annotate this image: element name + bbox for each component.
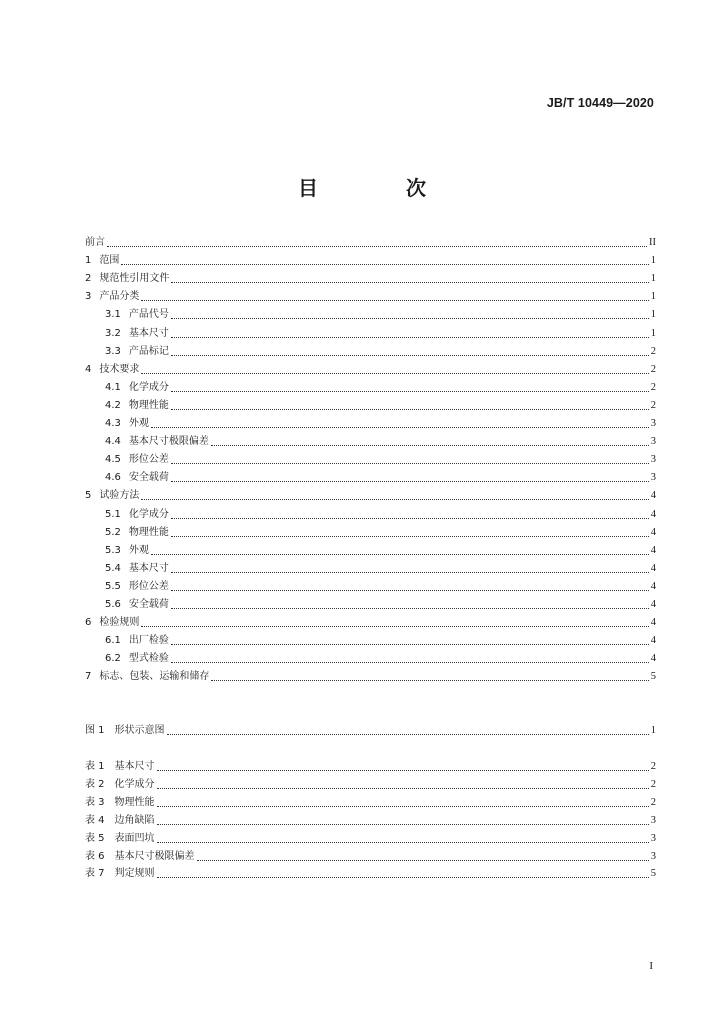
toc-entry-label: 基本尺寸 <box>128 562 169 574</box>
toc-entry-number: 5.4 <box>105 562 121 574</box>
toc-entry-page: 4 <box>650 562 656 574</box>
dot-leader <box>151 553 649 555</box>
toc-entry-page: 3 <box>650 472 656 484</box>
toc-entry-label: 表面凹坑 <box>114 832 155 844</box>
toc-entry[interactable] <box>105 575 656 593</box>
toc-entry-page: 1 <box>650 327 656 339</box>
dot-leader <box>211 444 649 446</box>
toc-entry-page: 4 <box>650 508 656 520</box>
toc-entry[interactable] <box>105 430 656 448</box>
dot-leader <box>171 408 649 410</box>
dot-leader <box>171 607 649 609</box>
dot-leader <box>157 787 649 789</box>
toc-entry-page: 1 <box>650 725 656 736</box>
dot-leader <box>107 245 647 247</box>
toc-entry[interactable] <box>85 358 656 376</box>
dot-leader <box>171 317 649 319</box>
toc-entry-number: 1 <box>85 255 92 267</box>
toc-entry-label: 标志、包装、运输和储存 <box>99 671 210 683</box>
toc-entry-number: 7 <box>85 671 92 683</box>
toc-entry[interactable] <box>85 665 656 683</box>
toc-entry-label: 基本尺寸极限偏差 <box>114 850 195 862</box>
toc-entry-label: 判定规则 <box>114 868 155 880</box>
toc-entry-label: 产品标记 <box>128 345 169 357</box>
dot-leader <box>121 263 648 265</box>
toc-entry-number: 5.5 <box>105 580 121 592</box>
toc-entry[interactable] <box>105 303 656 321</box>
dot-leader <box>171 643 649 645</box>
toc-entry-number: 4.1 <box>105 381 121 393</box>
toc-entry-number: 5.1 <box>105 508 121 520</box>
toc-table-entry[interactable] <box>85 773 656 791</box>
toc-entry-number: 5.6 <box>105 599 121 610</box>
toc-entry-label: 化学成分 <box>114 778 155 790</box>
dot-leader <box>141 372 648 374</box>
toc-entry[interactable] <box>105 503 656 521</box>
toc-entry-number: 4.6 <box>105 472 121 484</box>
toc-entry-label: 物理性能 <box>128 526 169 538</box>
toc-table-entry[interactable] <box>85 791 656 809</box>
toc-entry-number: 4.5 <box>105 454 121 466</box>
toc-entry-number: 表 2 <box>85 778 105 790</box>
page-folio: I <box>649 960 653 972</box>
dot-leader <box>151 426 649 428</box>
toc-entry-page: 3 <box>650 436 656 448</box>
dot-leader <box>157 876 649 878</box>
toc-entry[interactable] <box>105 376 656 394</box>
toc-entry[interactable] <box>105 557 656 575</box>
toc-entry-label: 规范性引用文件 <box>99 273 170 285</box>
dot-leader <box>141 498 648 500</box>
toc-entry-label: 型式检验 <box>128 653 169 665</box>
toc-entry-label: 产品代号 <box>128 309 169 321</box>
toc-entry-page: 2 <box>650 399 656 411</box>
standard-code: JB/T 10449—2020 <box>546 96 654 110</box>
toc-entry[interactable] <box>85 267 656 285</box>
toc-entry-page: 5 <box>650 868 656 880</box>
toc-entry-label: 外观 <box>128 544 149 556</box>
dot-leader <box>171 480 649 482</box>
toc-entry-page: 2 <box>650 363 656 375</box>
dot-leader <box>171 661 649 663</box>
toc-table-entry[interactable] <box>85 845 656 863</box>
dot-leader <box>171 589 649 591</box>
toc-entry-label: 形位公差 <box>128 454 169 466</box>
toc-entry-number: 表 3 <box>85 796 105 808</box>
toc-entry-page: 2 <box>650 345 656 357</box>
toc-entry-number: 6 <box>85 617 92 629</box>
toc-entry-page: 2 <box>650 796 656 808</box>
toc-entry-label: 基本尺寸极限偏差 <box>128 436 209 448</box>
toc-entry-page: 3 <box>650 454 656 466</box>
toc-entry-page: 4 <box>650 635 656 647</box>
dot-leader <box>171 336 649 338</box>
toc-entry[interactable] <box>105 539 656 557</box>
toc-entry-page: 4 <box>650 617 656 629</box>
toc-entry-label: 出厂检验 <box>128 635 169 647</box>
toc-entry[interactable] <box>105 322 656 340</box>
toc-entry-label: 边角缺陷 <box>114 814 155 826</box>
toc-table-entry[interactable] <box>85 862 656 880</box>
toc-entry-number: 4 <box>85 363 92 375</box>
toc-table-entry[interactable] <box>85 809 656 827</box>
toc-entry-page: 3 <box>650 814 656 826</box>
toc-entry-label: 形状示意图 <box>114 725 165 736</box>
toc-entry-label: 形位公差 <box>128 580 169 592</box>
toc-entry-number: 表 1 <box>85 761 105 772</box>
toc-entry[interactable] <box>85 484 656 502</box>
toc-entry-number: 6.1 <box>105 635 121 647</box>
toc-entry-number: 4.4 <box>105 436 121 448</box>
toc-entry[interactable] <box>105 394 656 412</box>
toc-entry-page: 1 <box>650 291 656 303</box>
toc-entry[interactable] <box>105 647 656 665</box>
dot-leader <box>141 625 648 627</box>
toc-entry[interactable] <box>105 593 656 611</box>
dot-leader <box>141 299 648 301</box>
dot-leader <box>157 823 649 825</box>
dot-leader <box>157 841 649 843</box>
toc-table-entry[interactable] <box>85 827 656 845</box>
toc-table-entry[interactable] <box>85 755 656 773</box>
toc-entry[interactable] <box>85 249 656 267</box>
dot-leader <box>171 517 649 519</box>
toc-entry-number: 3.1 <box>105 309 121 321</box>
toc-entry-number: 5.3 <box>105 544 121 556</box>
dot-leader <box>157 805 649 807</box>
toc-entry-page: 4 <box>650 526 656 538</box>
dot-leader <box>171 354 649 356</box>
toc-entry-number: 表 7 <box>85 868 105 880</box>
toc-entry-page: 2 <box>650 761 656 772</box>
toc-entry-page: 3 <box>650 418 656 429</box>
toc-entry-page: 4 <box>650 653 656 665</box>
toc-entry-page: 4 <box>650 599 656 610</box>
toc-entry[interactable] <box>85 611 656 629</box>
toc-figure-entry[interactable] <box>85 719 656 737</box>
toc-entry-label: 范围 <box>99 255 120 267</box>
toc-entry-label: 技术要求 <box>99 363 140 375</box>
toc-entry-number: 表 4 <box>85 814 105 826</box>
toc-entry-label: 基本尺寸 <box>128 327 169 339</box>
toc-entry[interactable] <box>105 629 656 647</box>
toc-entry[interactable] <box>85 231 656 249</box>
toc-entry-number: 4.3 <box>105 418 121 429</box>
toc-entry-label: 化学成分 <box>128 508 169 520</box>
toc-entry-label: 外观 <box>128 418 149 429</box>
toc-entry-label: 基本尺寸 <box>114 761 155 772</box>
toc-entry-number: 2 <box>85 273 92 285</box>
dot-leader <box>167 733 649 735</box>
toc-entry-number: 表 6 <box>85 850 105 862</box>
toc-entry-number: 3 <box>85 291 92 303</box>
toc-entry-number: 5 <box>85 490 92 502</box>
toc-entry-page: II <box>649 237 656 248</box>
toc-entry-label: 物理性能 <box>128 399 169 411</box>
toc-entry-page: 4 <box>650 580 656 592</box>
toc-entry-number: 3.3 <box>105 345 121 357</box>
toc-entry-label: 安全载荷 <box>128 472 169 484</box>
toc-entry-page: 1 <box>650 273 656 285</box>
toc-entry-page: 3 <box>650 832 656 844</box>
toc-entry-label: 试验方法 <box>99 490 140 502</box>
toc-entry[interactable] <box>85 285 656 303</box>
toc-entry-label: 检验规则 <box>99 617 140 629</box>
dot-leader <box>171 462 649 464</box>
toc-entry-number: 图 1 <box>85 725 105 736</box>
toc-entry-number: 3.2 <box>105 327 121 339</box>
toc-entry-number: 6.2 <box>105 653 121 665</box>
toc-entry-label: 物理性能 <box>114 796 155 808</box>
toc-entry-page: 2 <box>650 778 656 790</box>
toc-entry[interactable] <box>105 412 656 430</box>
toc-entry-number: 5.2 <box>105 526 121 538</box>
toc-entry-page: 4 <box>650 544 656 556</box>
dot-leader <box>171 390 649 392</box>
page-title: 目 次 <box>298 176 460 200</box>
dot-leader <box>211 679 648 681</box>
toc-entry-page: 1 <box>650 309 656 321</box>
toc-entry-page: 2 <box>650 381 656 393</box>
toc-entry[interactable] <box>105 448 656 466</box>
dot-leader <box>197 859 649 861</box>
toc-entry-page: 5 <box>650 671 656 683</box>
toc-entry[interactable] <box>105 466 656 484</box>
dot-leader <box>171 571 649 573</box>
toc-entry-label: 产品分类 <box>99 291 140 303</box>
toc-entry[interactable] <box>105 340 656 358</box>
toc-entry-number: 表 5 <box>85 832 105 844</box>
dot-leader <box>171 535 649 537</box>
toc-entry-label: 前言 <box>85 237 105 248</box>
dot-leader <box>171 281 648 283</box>
toc-entry-label: 化学成分 <box>128 381 169 393</box>
toc-entry-label: 安全载荷 <box>128 599 169 610</box>
toc-entry-page: 3 <box>650 850 656 862</box>
toc-entry-number: 4.2 <box>105 399 121 411</box>
toc-entry-page: 1 <box>650 255 656 267</box>
toc-entry-page: 4 <box>650 490 656 502</box>
dot-leader <box>157 769 649 771</box>
toc-entry[interactable] <box>105 521 656 539</box>
